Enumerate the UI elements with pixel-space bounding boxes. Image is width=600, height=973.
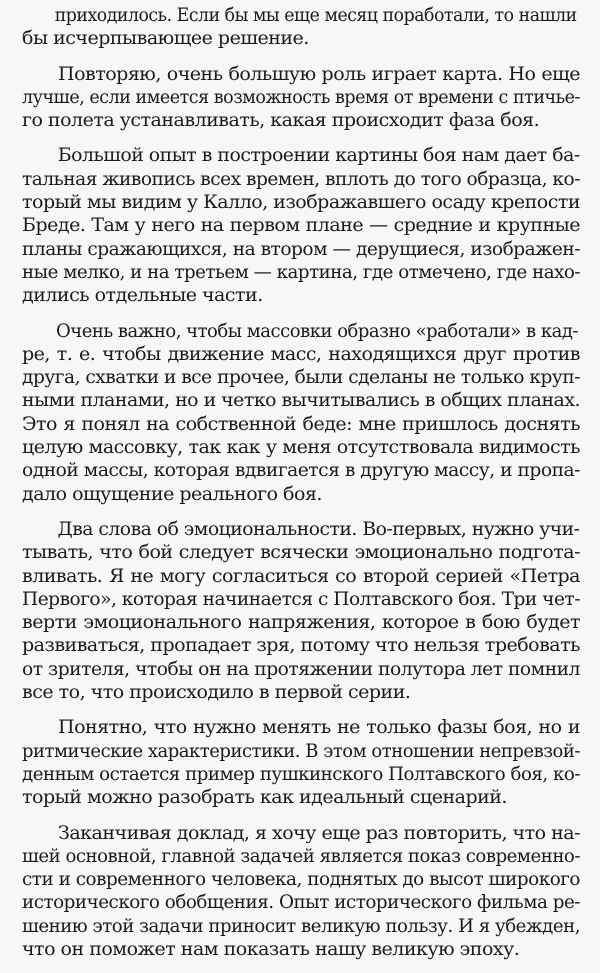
text-line: сти и современного человека, поднятых до высот широкого bbox=[22, 868, 580, 891]
text-line: Большой опыт в построении картины боя нам дает ба- bbox=[57, 144, 580, 167]
text-line: все то, что происходило в первой серии. bbox=[22, 681, 411, 704]
paragraph bbox=[22, 63, 580, 133]
text-line: шей основной, главной задачей является показ современно- bbox=[22, 844, 580, 867]
text-line: торый можно разобрать как идеальный сценарий. bbox=[22, 786, 507, 809]
text-line: целую массовку, так как у меня отсутствовала видимость bbox=[22, 436, 580, 459]
text-line: ные мелко, и на третьем — картина, где отмечено, где нахо- bbox=[22, 260, 580, 283]
text-line: одной массы, которая вдвигается в другую массу, и пропа- bbox=[22, 459, 580, 482]
text-line: Заканчивая доклад, я хочу еще раз повторить, что на- bbox=[57, 821, 580, 844]
text-line: Повторяю, очень большую роль играет карта. Но еще bbox=[58, 62, 580, 85]
text-line: Это я понял на собственной беде: мне пришлось доснять bbox=[22, 412, 580, 435]
text-line: Очень важно, чтобы массовки образно «работали» в кад- bbox=[56, 319, 579, 342]
text-line: Два слова об эмоциональности. Во-первых, нужно учи- bbox=[57, 517, 580, 540]
text-line: Бреде. Там у него на первом плане — средние и крупные bbox=[22, 214, 580, 237]
text-line: Первого», которая начинается с Полтавского боя. Три чет- bbox=[22, 587, 580, 610]
text-line: го полета устанавливать, какая происходит фаза боя. bbox=[22, 109, 540, 132]
text-line: друга, схватки и все прочее, были сделаны не только круп- bbox=[22, 366, 580, 389]
text-line: тальная живопись всех времен, вплоть до того образца, ко- bbox=[22, 167, 580, 190]
text-line: ными планами, но и четко вычитывались в общих планах. bbox=[22, 389, 580, 412]
text-line: от зрителя, чтобы он на протяжении полутора лет помнил bbox=[22, 657, 580, 680]
text-line: верти эмоционального напряжения, которое в бою будет bbox=[22, 611, 580, 634]
text-line: приходилось. Если бы мы еще месяц поработали, то нашли bbox=[54, 4, 577, 26]
text-line: планы сражающихся, на втором — дерущиеся, изображен- bbox=[22, 237, 580, 260]
text-line: развиваться, пропадает зря, потому что нельзя требовать bbox=[22, 634, 580, 657]
text-line: денным остается пример пушкинского Полтавского боя, ко- bbox=[22, 762, 580, 785]
text-line: тывать, что бой следует всячески эмоционально подгота- bbox=[22, 541, 580, 564]
text-line: шению этой задачи приносит великую пользу. И я убежден, bbox=[22, 914, 580, 937]
text-line: лучше, если имеется возможность время от времени с птичье- bbox=[22, 85, 580, 108]
paragraph bbox=[22, 518, 580, 704]
paragraph bbox=[22, 144, 580, 307]
paragraph bbox=[22, 4, 580, 51]
text-line: ре, т. е. чтобы движение масс, находящихся друг против bbox=[22, 342, 580, 365]
text-line: бы исчерпывающее решение. bbox=[22, 27, 309, 50]
paragraph bbox=[22, 320, 580, 506]
text-line: торый мы видим у Калло, изображавшего осаду крепости bbox=[22, 191, 580, 214]
text-line: дало ощущение реального боя. bbox=[22, 482, 322, 505]
text-line: дились отдельные части. bbox=[22, 284, 263, 307]
page-text bbox=[22, 4, 580, 973]
paragraph bbox=[22, 716, 580, 809]
text-line: Понятно, что нужно менять не только фазы боя, но и bbox=[58, 716, 580, 739]
paragraph bbox=[22, 822, 580, 962]
text-line: исторического обобщения. Опыт исторического фильма ре- bbox=[22, 891, 580, 914]
text-line: вливать. Я не могу согласиться со второй серией «Петра bbox=[22, 564, 580, 587]
text-line: ритмические характеристики. В этом отношении непревзой- bbox=[22, 739, 580, 762]
text-line: что он поможет нам показать нашу великую эпоху. bbox=[22, 937, 520, 960]
